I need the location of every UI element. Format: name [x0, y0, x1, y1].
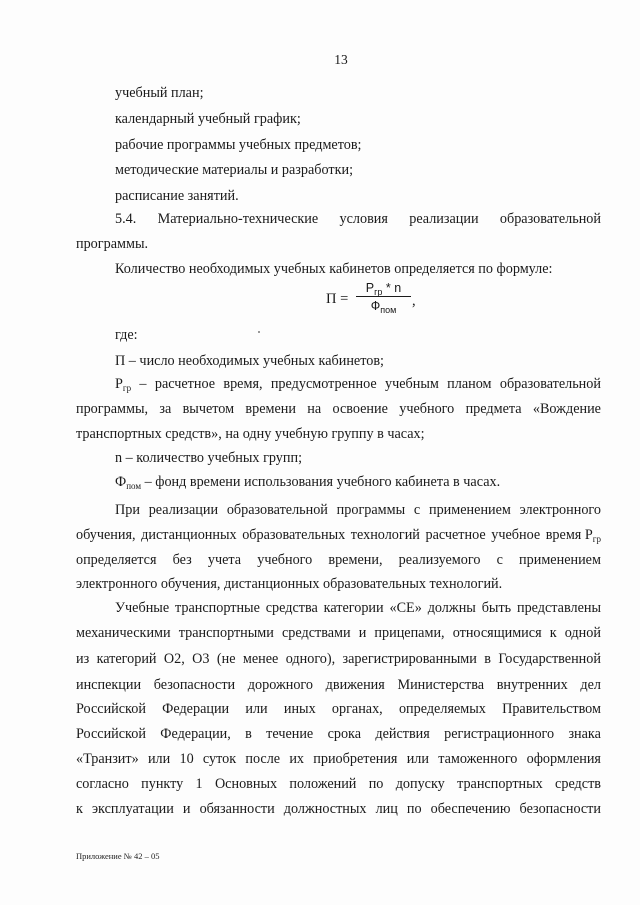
definition-n: n – количество учебных групп; — [115, 450, 303, 466]
list-item: календарный учебный график; — [115, 111, 301, 127]
word: или — [245, 701, 268, 717]
word: представлены — [517, 600, 601, 616]
word: Основных — [214, 776, 278, 792]
definition-p: П – число необходимых учебных кабинетов; — [115, 353, 384, 369]
word: Государственной — [498, 651, 601, 667]
word: Российской — [76, 726, 146, 742]
word: к — [76, 801, 83, 817]
word: прицепами, — [374, 625, 445, 641]
word: О3 — [192, 651, 210, 667]
word: быть — [481, 600, 512, 616]
word: зарегистрированными — [342, 651, 477, 667]
word: средства — [265, 600, 318, 616]
word: средствами — [282, 625, 351, 641]
list-item: рабочие программы учебных предметов; — [115, 137, 362, 153]
definition-fpom: $Ф_{пом}$ – фонд времени использования учебного кабинета в часах. — [115, 474, 501, 491]
list-item: методические материалы и разработки; — [115, 162, 354, 178]
word: в — [484, 651, 491, 667]
word: приобретения — [313, 751, 398, 767]
word: определяемых — [398, 701, 486, 717]
word: и — [358, 625, 367, 641]
section-number: 5.4. — [115, 211, 137, 227]
word: категории — [323, 600, 384, 616]
paragraph-line: При реализации образовательной программы с применением электронного — [115, 502, 601, 518]
word: иных — [283, 701, 316, 717]
word: суток — [202, 751, 237, 767]
word: средств — [555, 776, 601, 792]
where-label: где: — [115, 327, 138, 343]
word: безопасности — [519, 801, 601, 817]
paragraph-line — [76, 750, 601, 768]
word: и — [182, 801, 191, 817]
word: должностных — [283, 801, 367, 817]
section-heading-continuation: программы. — [76, 236, 149, 252]
formula-numerator: $Р_{гр}$ * n — [365, 281, 402, 297]
word: лиц — [375, 801, 398, 817]
word: оформления — [526, 751, 601, 767]
paragraph-line — [76, 676, 601, 694]
word: инспекции — [76, 677, 142, 693]
word: эксплуатации — [91, 801, 174, 817]
word: положений — [289, 776, 357, 792]
paragraph-line — [76, 775, 601, 793]
formula-denominator: $Ф_{пом}$ — [370, 299, 397, 315]
word: из — [76, 651, 90, 667]
formula-intro: Количество необходимых учебных кабинетов определяется по формуле: — [115, 261, 553, 277]
word: Учебные — [115, 600, 170, 616]
word: категорий — [96, 651, 157, 667]
definition-rgr-line: программы, за вычетом времени на освоение учебного предмета «Вождение — [76, 401, 601, 417]
paragraph-line — [76, 624, 601, 642]
word: срока — [327, 726, 362, 742]
word: обязанности — [199, 801, 275, 817]
word: пункту — [141, 776, 184, 792]
document-page: 13 учебный план; календарный учебный график; рабочие программы учебных предметов; методические материалы и разработки; расписание занятий. 5.4. Материально-технические условия реализации образовательной программы. Количество необходимых учебных кабинетов определяется по формуле: П = $Р_{гр}$ * n $Ф_{пом}$ , где: П – число необходимых учебных кабинетов; $Р_{гр}$ – расчетное время, предусмотренное учебным планом образовательной программы, за вычетом времени на освоение учебного предмета «Вождение транспортных средств», на одну учебную группу в часах; n – количество учебных групп; $Ф_{пом}$ – фонд времени использования учебного кабинета в часах. При реализации образовательной программы с применением электронного обучения, дистанционных образовательных технологий расчетное учебное время $Р_{гр}$ определяется без учета учебного времени, реализуемого с применением электронного обучения, дистанционных образовательных технологий. Учебные транспортные средства категории «СЕ» должны быть представлены механическими транспортными средствами и прицепами, относящимися к одной из категорий О2, О3 (не менее одного), зарегистрированными в Государственной инспекции безопасности дорожного движения Министерства внутренних дел Российской Федерации или иных органах, определяемых Правительством Российской Федерации, в течение срока действия регистрационного знака «Транзит» или 10 суток после их приобретения или таможенного оформления согласно пункту 1 Основных положений по допуску транспортных средств к эксплуатации и обязанности должностных лиц по обеспечению безопасности Приложение № 42 – 05 — [0, 0, 640, 905]
word: Российской — [76, 701, 146, 717]
page-number: 13 — [334, 52, 348, 67]
word: «Транзит» — [76, 751, 139, 767]
word: транспортными — [178, 625, 274, 641]
paragraph-line — [76, 800, 601, 818]
word: допуску — [395, 776, 445, 792]
word: по — [406, 801, 422, 817]
paragraph-line: электронного обучения, дистанционных образовательных технологий. — [76, 576, 503, 592]
word: действия — [375, 726, 430, 742]
paragraph-line — [115, 599, 601, 617]
word: по — [368, 776, 384, 792]
word: обеспечению — [430, 801, 511, 817]
word: согласно — [76, 776, 129, 792]
word: относящимися — [452, 625, 542, 641]
paragraph-line: обучения, дистанционных образовательных технологий расчетное учебное время $Р_{гр}$ — [76, 527, 601, 544]
footer-annex-label: Приложение № 42 – 05 — [76, 851, 160, 861]
word: транспортных — [457, 776, 543, 792]
word: 10 — [179, 751, 194, 767]
word: (не — [216, 651, 236, 667]
scan-speck — [258, 331, 260, 333]
section-heading-line: 5.4. Материально-технические условия реализации образовательной — [115, 211, 601, 227]
word: менее — [242, 651, 279, 667]
word: их — [289, 751, 305, 767]
formula-lhs: П = — [326, 291, 349, 307]
word: Министерства — [397, 677, 485, 693]
word: Федерации — [162, 701, 230, 717]
word: 1 — [195, 776, 203, 792]
word: к — [549, 625, 557, 641]
word: одного), — [285, 651, 336, 667]
word: внутренних — [496, 677, 568, 693]
word: Правительством — [502, 701, 601, 717]
word: знака — [568, 726, 601, 742]
word: транспортные — [175, 600, 260, 616]
definition-rgr-line: $Р_{гр}$ – расчетное время, предусмотренное учебным планом образовательной — [115, 376, 601, 393]
list-item: расписание занятий. — [115, 188, 239, 204]
word: или — [406, 751, 429, 767]
word: механическими — [76, 625, 171, 641]
word: органах, — [331, 701, 383, 717]
word: О2, — [163, 651, 185, 667]
paragraph-line: определяется без учета учебного времени, реализуемого с применением — [76, 552, 601, 568]
word: течение — [266, 726, 314, 742]
word: дел — [580, 677, 601, 693]
word: в — [245, 726, 252, 742]
paragraph-line — [76, 700, 601, 718]
word: или — [147, 751, 171, 767]
paragraph-line — [76, 725, 601, 743]
paragraph-line — [76, 650, 601, 668]
word: безопасности — [153, 677, 236, 693]
word: «СЕ» — [389, 600, 422, 616]
word: после — [245, 751, 281, 767]
list-item: учебный план; — [115, 85, 204, 101]
word: движения — [325, 677, 385, 693]
word: должны — [427, 600, 476, 616]
formula-fraction — [356, 280, 411, 314]
definition-rgr-line: транспортных средств», на одну учебную группу в часах; — [76, 426, 425, 442]
word: дорожного — [247, 677, 313, 693]
word: таможенного — [438, 751, 518, 767]
fraction-bar — [356, 296, 411, 297]
word: регистрационного — [444, 726, 555, 742]
word: Федерации, — [160, 726, 231, 742]
word: одной — [564, 625, 601, 641]
